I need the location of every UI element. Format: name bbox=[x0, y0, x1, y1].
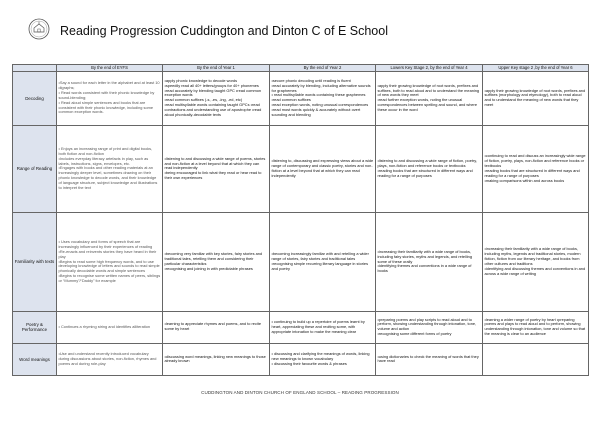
cell-poetry-year2: • continuing to build up a repertoire of poems learnt by heart, appreciating these and reciting some, with appropriate intonation to make the meaning clear bbox=[270, 311, 376, 343]
cell-familiarity-uks2: •increasing their familiarity with a wide range of books, including myths, legends and traditional stories, modern fiction, fiction from our literary heritage, and books from other cultures and traditions •identifying and discussing themes and conventions in and across a wide range of writing bbox=[483, 213, 589, 311]
cell-poetry-uks2: •learning a wider range of poetry by heart •preparing poems and plays to read aloud and to perform, showing understanding through intonation, tone and volume so that the meaning is clear to an audience bbox=[483, 311, 589, 343]
cell-familiarity-year1: •becoming very familiar with key stories, fairy stories and traditional tales, retelling them and considering their particular characteristics •recognising and joining in with predictable phrases bbox=[163, 213, 270, 311]
cell-decoding-year1: •apply phonic knowledge to decode words •speedily read all 40+ letters/groups for 40+ phonemes •read accurately by blending taught GPC •read common exception words •read common suffixes (-s, -es, -ing, -ed, etc) •read multisyllable words containing taught GPCs •read contractions and understanding use of apostrophe •read aloud phonically-decodable texts bbox=[163, 72, 270, 126]
table-row-familiarity bbox=[13, 213, 589, 311]
reading-progression-table bbox=[12, 64, 589, 376]
cell-familiarity-lks2: •increasing their familiarity with a wide range of books, including fairy stories, myths and legends, and retelling some of these orally •identifying themes and conventions in a wide range of books bbox=[376, 213, 483, 311]
page-title: Reading Progression Cuddington and Dinton C of E School bbox=[60, 24, 388, 38]
cell-decoding-lks2: •apply their growing knowledge of root words, prefixes and suffixes, both to read aloud and to understand the meaning of new words they meet •read further exception words, noting the unusual correspondences between spelling and sound, and where these occur in the word bbox=[376, 72, 483, 126]
cell-poetry-lks2: •preparing poems and play scripts to read aloud and to perform, showing understanding through intonation, tone, volume and action •recognising some different forms of poetry bbox=[376, 311, 483, 343]
page-footer: CUDDINGTON AND DINTON CHURCH OF ENGLAND SCHOOL – READING PROGRESSION bbox=[201, 390, 399, 395]
cell-word-meanings-uks2 bbox=[483, 343, 589, 375]
cell-range-year1: •listening to and discussing a wide range of poems, stories and non-fiction at a level beyond that at which they can read independently •being encouraged to link what they read or hear read to their own experiences bbox=[163, 125, 270, 213]
table-row-decoding bbox=[13, 72, 589, 126]
cell-familiarity-year2: •becoming increasingly familiar with and retelling a wider range of stories, fairy stories and traditional tales •recognising simple recurring literary language in stories and poetry bbox=[270, 213, 376, 311]
cell-range-uks2: •continuing to read and discuss an increasingly wide range of fiction, poetry, plays, non-fiction and reference books or textbooks •reading books that are structured in different ways and reading for a range of purposes •making comparisons within and across books bbox=[483, 125, 589, 213]
cell-word-meanings-eyfs: •Use and understand recently introduced vocabulary during discussions about stories, non-fiction, rhymes and poems and during role-play bbox=[57, 343, 163, 375]
column-header-blank bbox=[13, 65, 57, 72]
cell-decoding-uks2: •apply their growing knowledge of root words, prefixes and suffixes (morphology and etymology), both to read aloud and to understand the meaning of new words that they meet bbox=[483, 72, 589, 126]
cell-familiarity-eyfs: • Uses vocabulary and forms of speech that are increasingly influenced by their experiences of reading •Re-enacts and reinvents stories they have heard in their play •Begins to read some high frequency words, and to use developing knowledge of letters and sounds to read simple phonically decodable words and simple sentences •Begins to recognise some written names of peers, siblings or “Mummy”/“Daddy” for example bbox=[57, 213, 163, 311]
row-label-familiarity: Familiarity with texts bbox=[13, 213, 57, 311]
column-header-lks2: Lowers Key Stage 2, by the end of Year 4 bbox=[376, 65, 483, 72]
table-row-poetry bbox=[13, 311, 589, 343]
table-header-row bbox=[13, 65, 589, 72]
column-header-year1: By the end of Year 1 bbox=[163, 65, 270, 72]
row-label-word-meanings: Word meanings bbox=[13, 343, 57, 375]
row-label-range-of-reading: Range of Reading bbox=[13, 125, 57, 213]
cell-range-year2: •listening to, discussing and expressing views about a wide range of contemporary and classic poetry, stories and non-fiction at a level beyond that at which they can read independently bbox=[270, 125, 376, 213]
cell-decoding-year2: •secure phonic decoding until reading is fluent •read accurately by blending, including alternative sounds for graphemes • read multisyllable words containing these graphemes •read common suffixes •read exception words, noting unusual correspondences •read most words quickly & accurately without overt sounding and blending bbox=[270, 72, 376, 126]
column-header-uks2: Upper Key stage 2 ,by the end of Year 6 bbox=[483, 65, 589, 72]
school-crest-icon bbox=[28, 18, 50, 40]
row-label-poetry: Poetry & Performance bbox=[13, 311, 57, 343]
cell-poetry-eyfs: • Continues a rhyming string and identifies alliteration bbox=[57, 311, 163, 343]
table-row-range-of-reading bbox=[13, 125, 589, 213]
row-label-decoding: Decoding bbox=[13, 72, 57, 126]
table-row-word-meanings bbox=[13, 343, 589, 375]
cell-range-lks2: •listening to and discussing a wide range of fiction, poetry, plays, non-fiction and reference books or textbooks •reading books that are structured in different ways and reading for a range of purposes bbox=[376, 125, 483, 213]
cell-word-meanings-lks2: •using dictionaries to check the meaning of words that they have read bbox=[376, 343, 483, 375]
cell-decoding-eyfs: •Say a sound for each letter in the alphabet and at least 10 digraphs; • Read words consistent with their phonic knowledge by sound-blending; • Read aloud simple sentences and books that are consistent with their phonic knowledge, including some common exception words. bbox=[57, 72, 163, 126]
cell-poetry-year1: •learning to appreciate rhymes and poems, and to recite some by heart bbox=[163, 311, 270, 343]
column-header-eyfs: By the end of EYFS bbox=[57, 65, 163, 72]
cell-range-eyfs: • Enjoys an increasing range of print and digital books, both fiction and non-fiction •Includes everyday literacy artefacts in play, such as labels, instructions, signs, envelopes, etc. •Engages with books and other reading materials at an increasingly deeper level, sometimes drawing on their phonic knowledge to decode words, and their knowledge of language structure, subject knowledge and illustrations to interpret the text bbox=[57, 125, 163, 213]
cell-word-meanings-year2: • discussing and clarifying the meanings of words, linking new meanings to known vocabulary • discussing their favourite words & phrases bbox=[270, 343, 376, 375]
column-header-year2: By the end of Year 2 bbox=[270, 65, 376, 72]
cell-word-meanings-year1: •discussing word meanings, linking new meanings to those already known bbox=[163, 343, 270, 375]
